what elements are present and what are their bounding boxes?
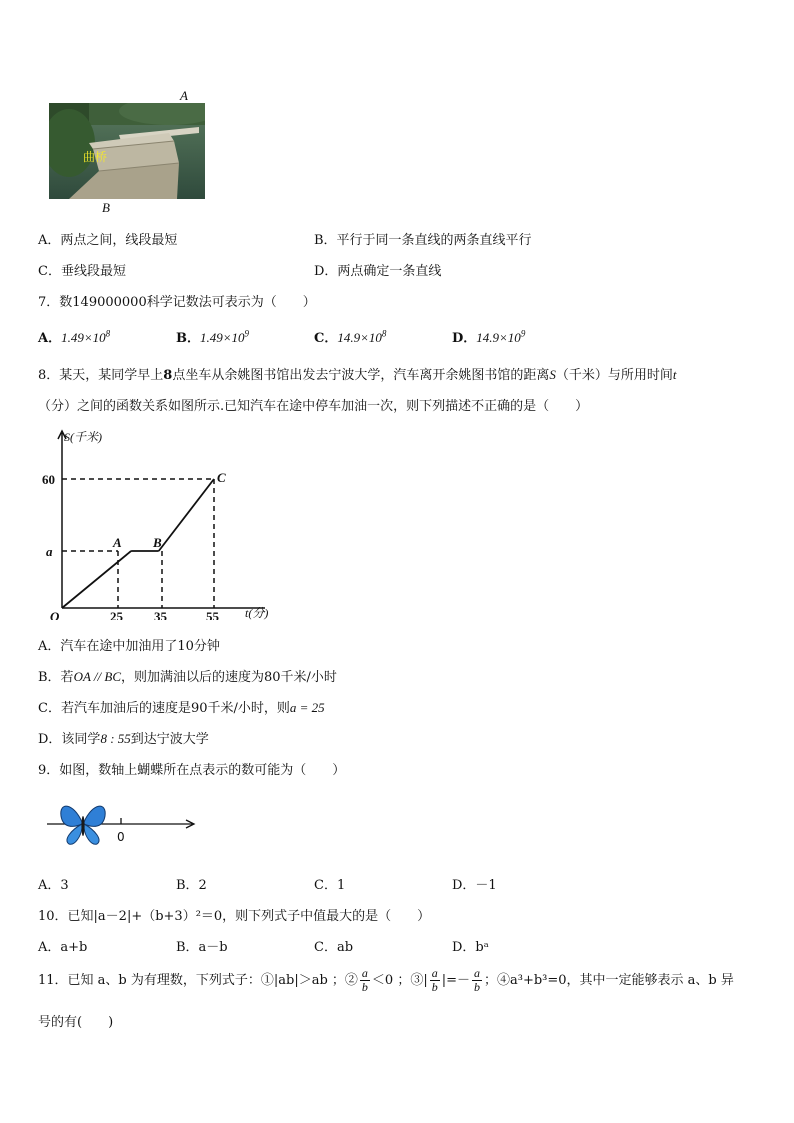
q8-option-b: B．若OA // BC，则加满油以后的速度为80千米/小时 bbox=[38, 669, 337, 685]
x-tick-25: 25 bbox=[110, 609, 123, 620]
q10-option-d: D．bᵃ bbox=[452, 940, 489, 955]
q8-option-a: A．汽车在途中加油用了10分钟 bbox=[38, 639, 220, 654]
bridge-photo bbox=[49, 103, 205, 199]
segment-OA bbox=[62, 551, 131, 608]
point-label-b: B bbox=[153, 535, 162, 550]
q11-stem-line2: 号的有( ) bbox=[38, 1015, 114, 1030]
figure-label-b: B bbox=[102, 200, 110, 215]
x-tick-55: 55 bbox=[206, 609, 219, 620]
q10-option-c: C．ab bbox=[314, 940, 354, 955]
q9-option-a: A．3 bbox=[38, 878, 69, 893]
number-line-zero: 0 bbox=[117, 830, 125, 844]
q7-option-c: C．$14.9\times 10^8$ bbox=[314, 328, 387, 346]
q9-option-d: D．－1 bbox=[452, 878, 497, 893]
fraction-a-over-b: $\frac{a}{b}$ bbox=[474, 966, 480, 994]
q8-stem-line2: （分）之间的函数关系如图所示.已知汽车在途中停车加油一次，则下列描述不正确的是（ ） bbox=[38, 399, 589, 414]
point-label-c: C bbox=[217, 470, 226, 485]
y-tick-60: 60 bbox=[42, 472, 55, 487]
q8-stem-line1: 8．某天，某同学早上8点坐车从余姚图书馆出发去宁波大学，汽车离开余姚图书馆的距离S（千米）与所用时间t bbox=[38, 367, 677, 383]
q6-option-b: B．平行于同一条直线的两条直线平行 bbox=[314, 233, 532, 248]
fraction-a-over-b: $\frac{a}{b}$ bbox=[361, 966, 368, 994]
point-label-a: A bbox=[113, 535, 122, 550]
q10-stem: 10．已知|a－2|+（b+3）²＝0，则下列式子中值最大的是（ ） bbox=[38, 909, 431, 924]
q6-option-a: A．两点之间，线段最短 bbox=[38, 233, 178, 248]
q10-option-b: B．a－b bbox=[176, 940, 228, 955]
q7-stem: 7．数149000000科学记数法可表示为（ ） bbox=[38, 295, 316, 310]
segment-BC bbox=[159, 479, 214, 551]
x-axis-label: t(分) bbox=[245, 606, 269, 620]
q6-option-c: C．垂线段最短 bbox=[38, 264, 126, 279]
q8-graph bbox=[40, 425, 290, 620]
figure-label-a: A bbox=[180, 88, 188, 103]
x-tick-35: 35 bbox=[154, 609, 167, 620]
q6-option-d: D．两点确定一条直线 bbox=[314, 264, 442, 279]
y-axis-label: S(千米) bbox=[64, 430, 102, 444]
figure-caption: 曲桥 bbox=[83, 150, 108, 164]
q11-stem-line1: 11．已知 a、b 为有理数，下列式子：①|ab|＞ab ；② $\frac{a}{b}$ ＜0 ；③| $\frac{a}{b}$ |=－ $\frac{a}{b}$ ；④a³+b³=0，其中一定能够表示 a、b 异 bbox=[38, 966, 734, 994]
q9-stem: 9．如图，数轴上蝴蝶所在点表示的数可能为（ ） bbox=[38, 763, 346, 778]
q8-option-c: C．若汽车加油后的速度是90千米/小时，则a = 25 bbox=[38, 700, 325, 716]
q9-option-c: C．1 bbox=[314, 878, 346, 893]
q7-option-b: B．$1.49\times 10^9$ bbox=[176, 328, 250, 346]
butterfly-icon bbox=[61, 806, 105, 844]
y-tick-a: a bbox=[46, 544, 53, 559]
origin-label: O bbox=[50, 609, 60, 620]
fraction-a-over-b: $\frac{a}{b}$ bbox=[431, 966, 438, 994]
graph-series bbox=[62, 479, 214, 608]
q8-option-d: D．该同学8 : 55到达宁波大学 bbox=[38, 731, 209, 747]
q9-option-b: B．2 bbox=[176, 878, 207, 893]
q7-option-a: A．$1.49\times 10^8$ bbox=[38, 328, 111, 346]
q10-option-a: A．a+b bbox=[38, 940, 88, 955]
q7-option-d: D．$14.9\times 10^9$ bbox=[452, 328, 526, 346]
